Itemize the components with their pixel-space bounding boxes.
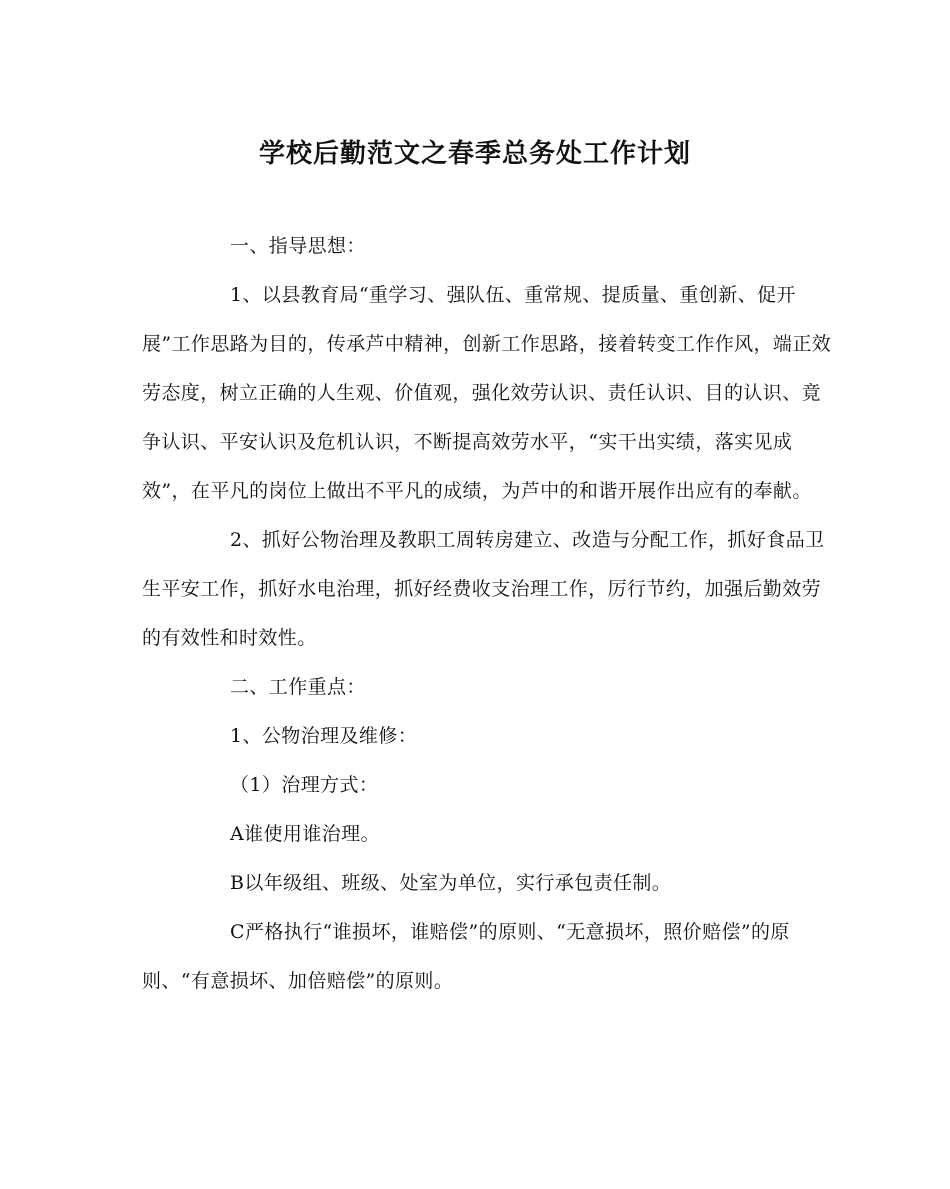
document-body [142, 222, 832, 1006]
subheading-management-method: （1）治理方式： [230, 774, 379, 796]
heading-work-focus: 二、工作重点： [230, 676, 366, 698]
list-item-a: A谁使用谁治理。 [230, 823, 380, 845]
list-item-c: C严格执行“谁损坏，谁赔偿”的原则、“无意损坏，照价赔偿”的原则、“有意损坏、加倍赔偿”的原则。 [142, 921, 790, 992]
paragraph-item-1: 1、以县教育局“重学习、强队伍、重常规、提质量、重创新、促开展”工作思路为目的，传承芦中精神，创新工作思路，接着转变工作作风，端正效劳态度，树立正确的人生观、价值观，强化效劳认识、责任认识、目的认识、竟争认识、平安认识及危机认识，不断提高效劳水平，“实干出实绩，落实见成效”，在平凡的岗位上做出不平凡的成绩，为芦中的和谐开展作出应有的奉献。 [142, 284, 832, 502]
subheading-property-management: 1、公物治理及维修： [230, 725, 418, 747]
paragraph-item-2: 2、抓好公物治理及教职工周转房建立、改造与分配工作，抓好食品卫生平安工作，抓好水电治理，抓好经费收支治理工作，厉行节约，加强后勤效劳的有效性和时效性。 [142, 529, 825, 649]
document-title: 学校后勤范文之春季总务处工作计划 [258, 139, 691, 169]
heading-guiding-ideology: 一、指导思想： [230, 235, 366, 257]
list-item-b: B以年级组、班级、处室为单位，实行承包责任制。 [230, 872, 672, 894]
